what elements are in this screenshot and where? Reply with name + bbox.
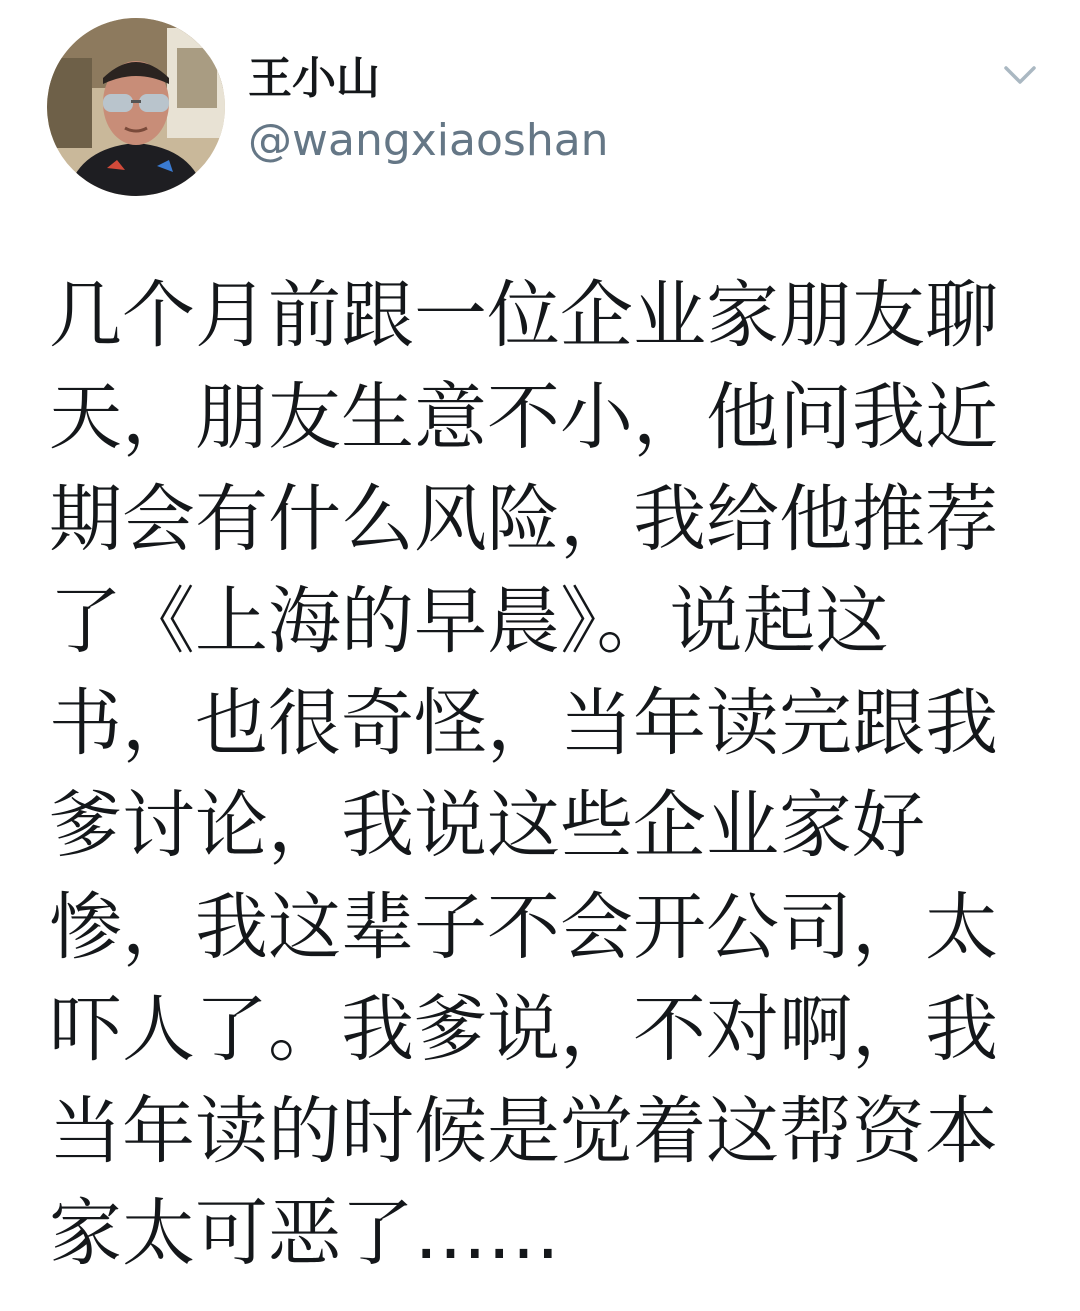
avatar[interactable] [47, 18, 225, 196]
avatar-photo-icon [47, 18, 225, 196]
tweet-menu-button[interactable] [1000, 60, 1040, 90]
chevron-down-icon [1000, 60, 1040, 90]
user-handle[interactable]: @wangxiaoshan [248, 115, 609, 166]
display-name[interactable]: 王小山 [248, 53, 380, 104]
tweet-text: 几个月前跟一位企业家朋友聊天，朋友生意不小，他问我近期会有什么风险，我给他推荐了《上海的早晨》。说起这 书，也很奇怪，当年读完跟我爹讨论，我说这些企业家好 惨，我这辈子不会开公司，太吓人了。我爹说，不对啊，我当年读的时候是觉着这帮资本家太可恶了…… [49, 273, 998, 1276]
